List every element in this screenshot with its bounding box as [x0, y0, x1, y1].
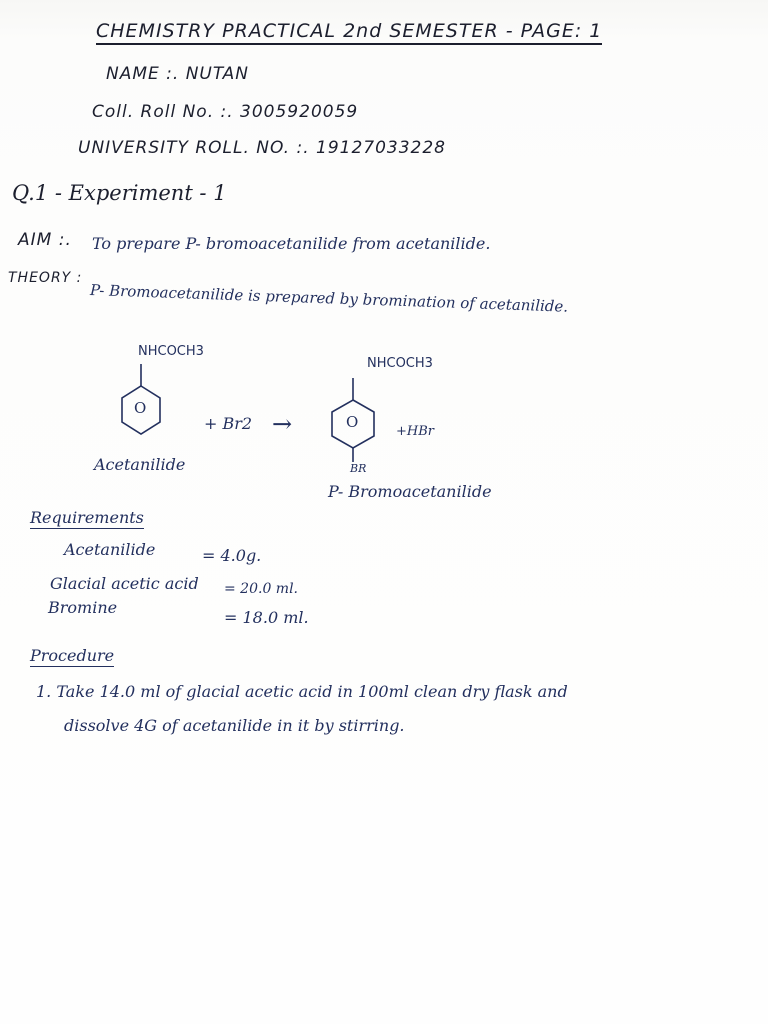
requirement-value: = 18.0 ml. — [224, 608, 309, 627]
student-name: NAME :. NUTAN — [106, 64, 250, 84]
reactant-substituent-label: NHCOCH3 — [138, 344, 204, 359]
page-title: CHEMISTRY PRACTICAL 2nd SEMESTER - PAGE: 1 — [96, 22, 602, 45]
university-roll-number: UNIVERSITY ROLL. NO. :. 19127033228 — [78, 138, 447, 158]
reaction-arrow: → — [272, 410, 293, 438]
theory-text: P- Bromoacetanilide is prepared by bromination of acetanilide. — [89, 281, 569, 316]
question-heading: Q.1 - Experiment - 1 — [12, 181, 227, 205]
requirement-name: Glacial acetic acid — [50, 574, 199, 593]
aim-label: AIM :. — [18, 230, 72, 250]
product-ring-circle: O — [346, 413, 359, 431]
reactant-name: Acetanilide — [94, 455, 186, 474]
requirement-value: = 20.0 ml. — [224, 581, 299, 597]
requirement-name: Bromine — [48, 598, 118, 617]
theory-label: THEORY : — [8, 270, 83, 286]
product-substituent-label: NHCOCH3 — [367, 356, 433, 371]
aim-text: To prepare P- bromoacetanilide from acetanilide. — [92, 234, 491, 253]
college-roll-number: Coll. Roll No. :. 3005920059 — [92, 102, 359, 122]
procedure-heading: Procedure — [30, 646, 115, 665]
procedure-step-1-line-2: dissolve 4G of acetanilide in it by stirring. — [64, 716, 405, 735]
reactant-ring-circle: O — [134, 399, 147, 417]
product-name: P- Bromoacetanilide — [328, 482, 492, 501]
requirements-heading: Requirements — [30, 508, 144, 527]
reagent-bromine: + Br2 — [204, 414, 253, 433]
requirement-value: = 4.0g. — [202, 546, 262, 565]
procedure-step-1-line-1: 1. Take 14.0 ml of glacial acetic acid in 100ml clean dry flask and — [36, 682, 568, 701]
requirement-name: Acetanilide — [64, 540, 156, 559]
hbr-byproduct: +HBr — [396, 424, 434, 439]
bromine-substituent-label: BR — [350, 462, 367, 475]
